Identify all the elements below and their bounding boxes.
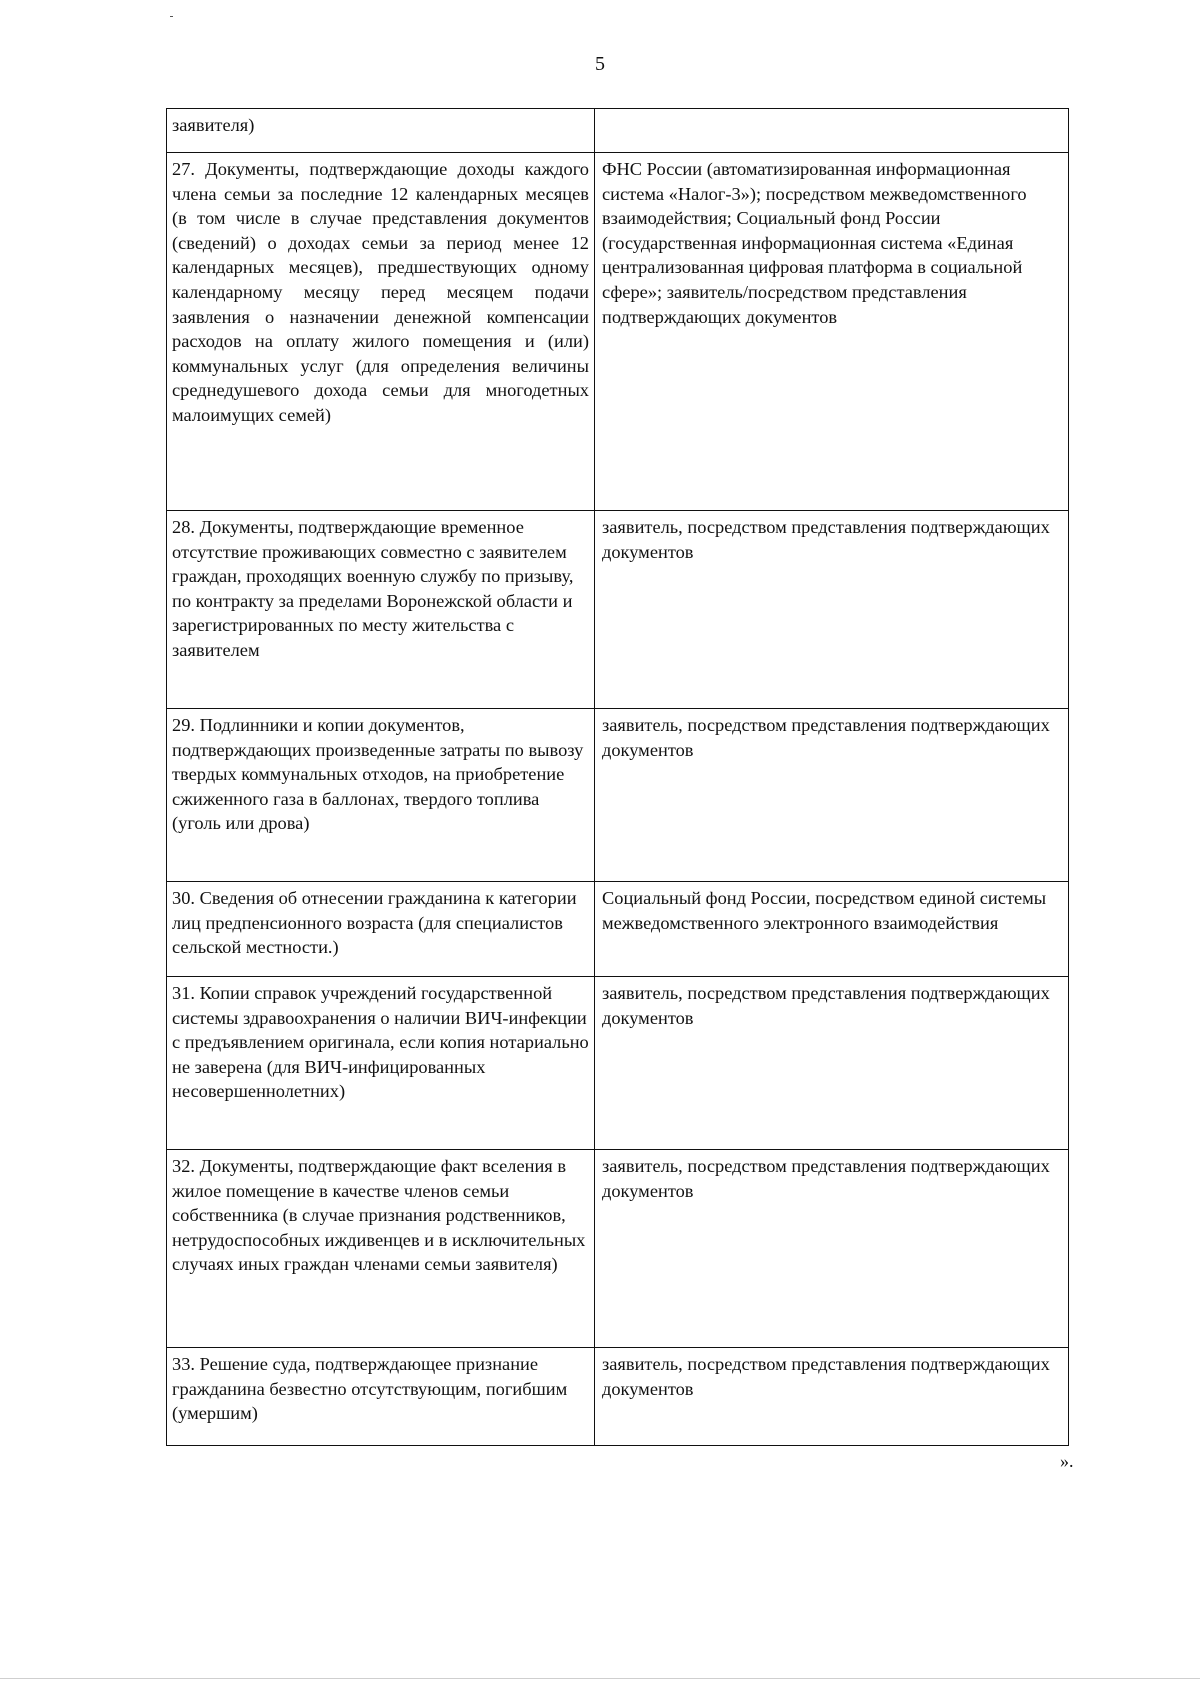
table-row xyxy=(167,153,1069,511)
document-cell: 28. Документы, подтверждающие временное отсутствие проживающих совместно с заявителем граждан, проходящих военную службу по призыву, по контракту за пределами Воронежской области и зарегистрированных по месту жительства с заявителем xyxy=(167,511,595,709)
page-number: 5 xyxy=(595,53,605,75)
table-row xyxy=(167,1348,1069,1446)
table-row xyxy=(167,977,1069,1150)
document-cell: 33. Решение суда, подтверждающее признание гражданина безвестно отсутствующим, погибшим (умершим) xyxy=(167,1348,595,1446)
document-cell: 31. Копии справок учреждений государственной системы здравоохранения о наличии ВИЧ-инфекции с предъявлением оригинала, если копия нотариально не заверена (для ВИЧ-инфицированных несовершеннолетних) xyxy=(167,977,595,1150)
table-row xyxy=(167,1150,1069,1348)
source-cell: Социальный фонд России, посредством единой системы межведомственного электронного взаимодействия xyxy=(595,882,1069,977)
document-cell: 30. Сведения об отнесении гражданина к категории лиц предпенсионного возраста (для специалистов сельской местности.) xyxy=(167,882,595,977)
table-row xyxy=(167,109,1069,153)
table-row xyxy=(167,882,1069,977)
scan-artifact xyxy=(0,1678,1200,1679)
table-row xyxy=(167,511,1069,709)
source-cell: заявитель, посредством представления подтверждающих документов xyxy=(595,977,1069,1150)
documents-table xyxy=(166,108,1069,1446)
source-cell: заявитель, посредством представления подтверждающих документов xyxy=(595,511,1069,709)
document-cell: заявителя) xyxy=(167,109,595,153)
source-cell: ФНС России (автоматизированная информационная система «Налог-3»); посредством межведомственного взаимодействия; Социальный фонд России (государственная информационная система «Единая централизованная цифровая платформа в социальной сфере»; заявитель/посредством представления подтверждающих документов xyxy=(595,153,1069,511)
source-cell: заявитель, посредством представления подтверждающих документов xyxy=(595,1150,1069,1348)
document-cell: 32. Документы, подтверждающие факт вселения в жилое помещение в качестве членов семьи собственника (в случае признания родственников, нетрудоспособных иждивенцев и в исключительных случаях иных граждан членами семьи заявителя) xyxy=(167,1150,595,1348)
closing-quote-mark: ». xyxy=(1060,1451,1074,1471)
document-cell: 27. Документы, подтверждающие доходы каждого члена семьи за последние 12 календарных месяцев (в том числе в случае представления документов (сведений) о доходах семьи за период менее 12 календарных месяцев), предшествующих одному календарному месяцу перед месяцем подачи заявления о назначении денежной компенсации расходов на оплату жилого помещения и (или) коммунальных услуг (для определения величины среднедушевого дохода семьи для многодетных малоимущих семей) xyxy=(167,153,595,511)
document-cell: 29. Подлинники и копии документов, подтверждающих произведенные затраты по вывозу твердых коммунальных отходов, на приобретение сжиженного газа в баллонах, твердого топлива (уголь или дрова) xyxy=(167,709,595,882)
source-cell: заявитель, посредством представления подтверждающих документов xyxy=(595,1348,1069,1446)
scan-artifact xyxy=(170,16,173,17)
source-cell xyxy=(595,109,1069,153)
source-cell: заявитель, посредством представления подтверждающих документов xyxy=(595,709,1069,882)
table-row xyxy=(167,709,1069,882)
